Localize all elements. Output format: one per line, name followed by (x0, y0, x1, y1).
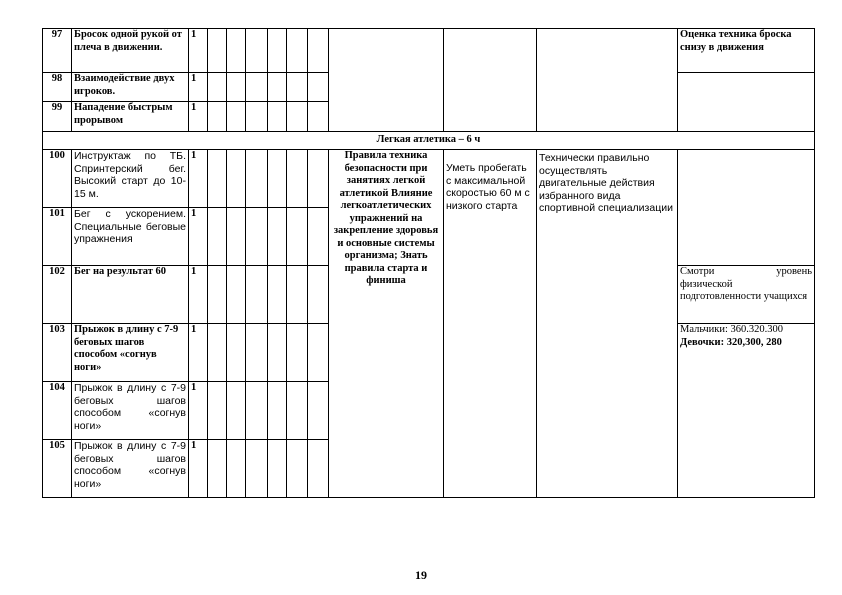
empty-cell (268, 266, 287, 324)
norm-girls: Девочки: 320,300, 280 (680, 336, 782, 348)
lesson-hours: 1 (189, 324, 208, 382)
lesson-topic: Инструктаж по ТБ. Спринтерский бег. Высокий старт до 10-15 м. (72, 150, 189, 208)
empty-cell (208, 324, 227, 382)
lesson-hours: 1 (189, 208, 208, 266)
lesson-topic: Бросок одной рукой от плеча в движении. (72, 29, 189, 73)
empty-cell (246, 266, 268, 324)
empty-cell (287, 208, 308, 266)
empty-cell (208, 266, 227, 324)
empty-cell (308, 29, 329, 73)
empty-cell (246, 382, 268, 440)
empty-cell (208, 440, 227, 498)
empty-cell (208, 208, 227, 266)
lesson-topic: Прыжок в длину с 7-9 беговых шагов способом «согнув ноги» (72, 440, 189, 498)
empty-cell (287, 382, 308, 440)
empty-cell (287, 150, 308, 208)
lesson-hours: 1 (189, 150, 208, 208)
empty-cell (287, 73, 308, 102)
empty-cell (287, 102, 308, 132)
lesson-hours: 1 (189, 29, 208, 73)
empty-cell (227, 29, 246, 73)
empty-cell (227, 208, 246, 266)
table-row (43, 29, 815, 73)
lesson-topic: Бег с ускорением. Специальные беговые упражнения (72, 208, 189, 266)
empty-cell (208, 382, 227, 440)
lesson-number: 104 (43, 382, 72, 440)
empty-cell (268, 208, 287, 266)
empty-cell (287, 440, 308, 498)
table-row (43, 150, 815, 208)
section-header-row (43, 132, 815, 150)
empty-cell (227, 102, 246, 132)
empty-cell (287, 29, 308, 73)
lesson-topic: Нападение быстрым прорывом (72, 102, 189, 132)
lesson-hours: 1 (189, 73, 208, 102)
lesson-topic: Прыжок в длину с 7-9 беговых шагов способом «согнув ноги» (72, 382, 189, 440)
lesson-number: 98 (43, 73, 72, 102)
lesson-number: 97 (43, 29, 72, 73)
empty-cell (287, 324, 308, 382)
knowledge-cell (329, 29, 444, 132)
empty-cell (268, 29, 287, 73)
lesson-hours: 1 (189, 382, 208, 440)
lesson-hours: 1 (189, 102, 208, 132)
lesson-topic: Бег на результат 60 (72, 266, 189, 324)
page-number: 19 (415, 568, 427, 582)
lesson-number: 101 (43, 208, 72, 266)
lesson-hours: 1 (189, 440, 208, 498)
control-cell (678, 150, 815, 266)
empty-cell (227, 382, 246, 440)
empty-cell (268, 440, 287, 498)
curriculum-table (42, 28, 815, 498)
knowledge-cell: Правила техника безопасности при занятиях легкой атлетикой Влияние легкоатлетических упражнений на закрепление здоровья и основные системы организма; Знать правила старта и финиша (329, 150, 444, 498)
lesson-number: 100 (43, 150, 72, 208)
empty-cell (268, 324, 287, 382)
empty-cell (246, 29, 268, 73)
empty-cell (308, 440, 329, 498)
empty-cell (308, 73, 329, 102)
empty-cell (227, 440, 246, 498)
empty-cell (208, 73, 227, 102)
result-cell (537, 29, 678, 132)
empty-cell (227, 73, 246, 102)
empty-cell (308, 150, 329, 208)
control-cell (678, 73, 815, 132)
empty-cell (208, 150, 227, 208)
empty-cell (268, 102, 287, 132)
skill-cell (444, 29, 537, 132)
empty-cell (246, 208, 268, 266)
empty-cell (227, 150, 246, 208)
control-first-line (680, 266, 812, 279)
control-cell (678, 324, 815, 498)
empty-cell (308, 102, 329, 132)
lesson-number: 103 (43, 324, 72, 382)
empty-cell (246, 324, 268, 382)
control-word: Смотри (680, 266, 715, 277)
lesson-number: 102 (43, 266, 72, 324)
section-title: Легкая атлетика – 6 ч (43, 132, 815, 150)
empty-cell (268, 73, 287, 102)
lesson-topic: Взаимодействие двух игроков. (72, 73, 189, 102)
control-cell: Оценка техника броска снизу в движения (678, 29, 815, 73)
control-cell (678, 266, 815, 324)
skill-cell: Уметь пробегать с максимальной скоростью 60 м с низкого старта (444, 150, 537, 498)
empty-cell (287, 266, 308, 324)
control-text: физической подготовленности учащихся (680, 278, 808, 302)
empty-cell (246, 102, 268, 132)
empty-cell (308, 266, 329, 324)
empty-cell (308, 208, 329, 266)
empty-cell (227, 266, 246, 324)
empty-cell (246, 440, 268, 498)
control-word: уровень (776, 266, 812, 277)
empty-cell (308, 382, 329, 440)
empty-cell (246, 73, 268, 102)
lesson-number: 99 (43, 102, 72, 132)
empty-cell (208, 102, 227, 132)
norm-boys: Мальчики: 360.320.300 (680, 324, 783, 335)
empty-cell (268, 150, 287, 208)
result-cell: Технически правильно осуществлять двигательные действия избранного вида спортивной специализации (537, 150, 678, 498)
empty-cell (308, 324, 329, 382)
lesson-hours: 1 (189, 266, 208, 324)
empty-cell (227, 324, 246, 382)
empty-cell (268, 382, 287, 440)
empty-cell (208, 29, 227, 73)
empty-cell (246, 150, 268, 208)
lesson-topic: Прыжок в длину с 7-9 беговых шагов способом «согнув ноги» (72, 324, 189, 382)
lesson-number: 105 (43, 440, 72, 498)
